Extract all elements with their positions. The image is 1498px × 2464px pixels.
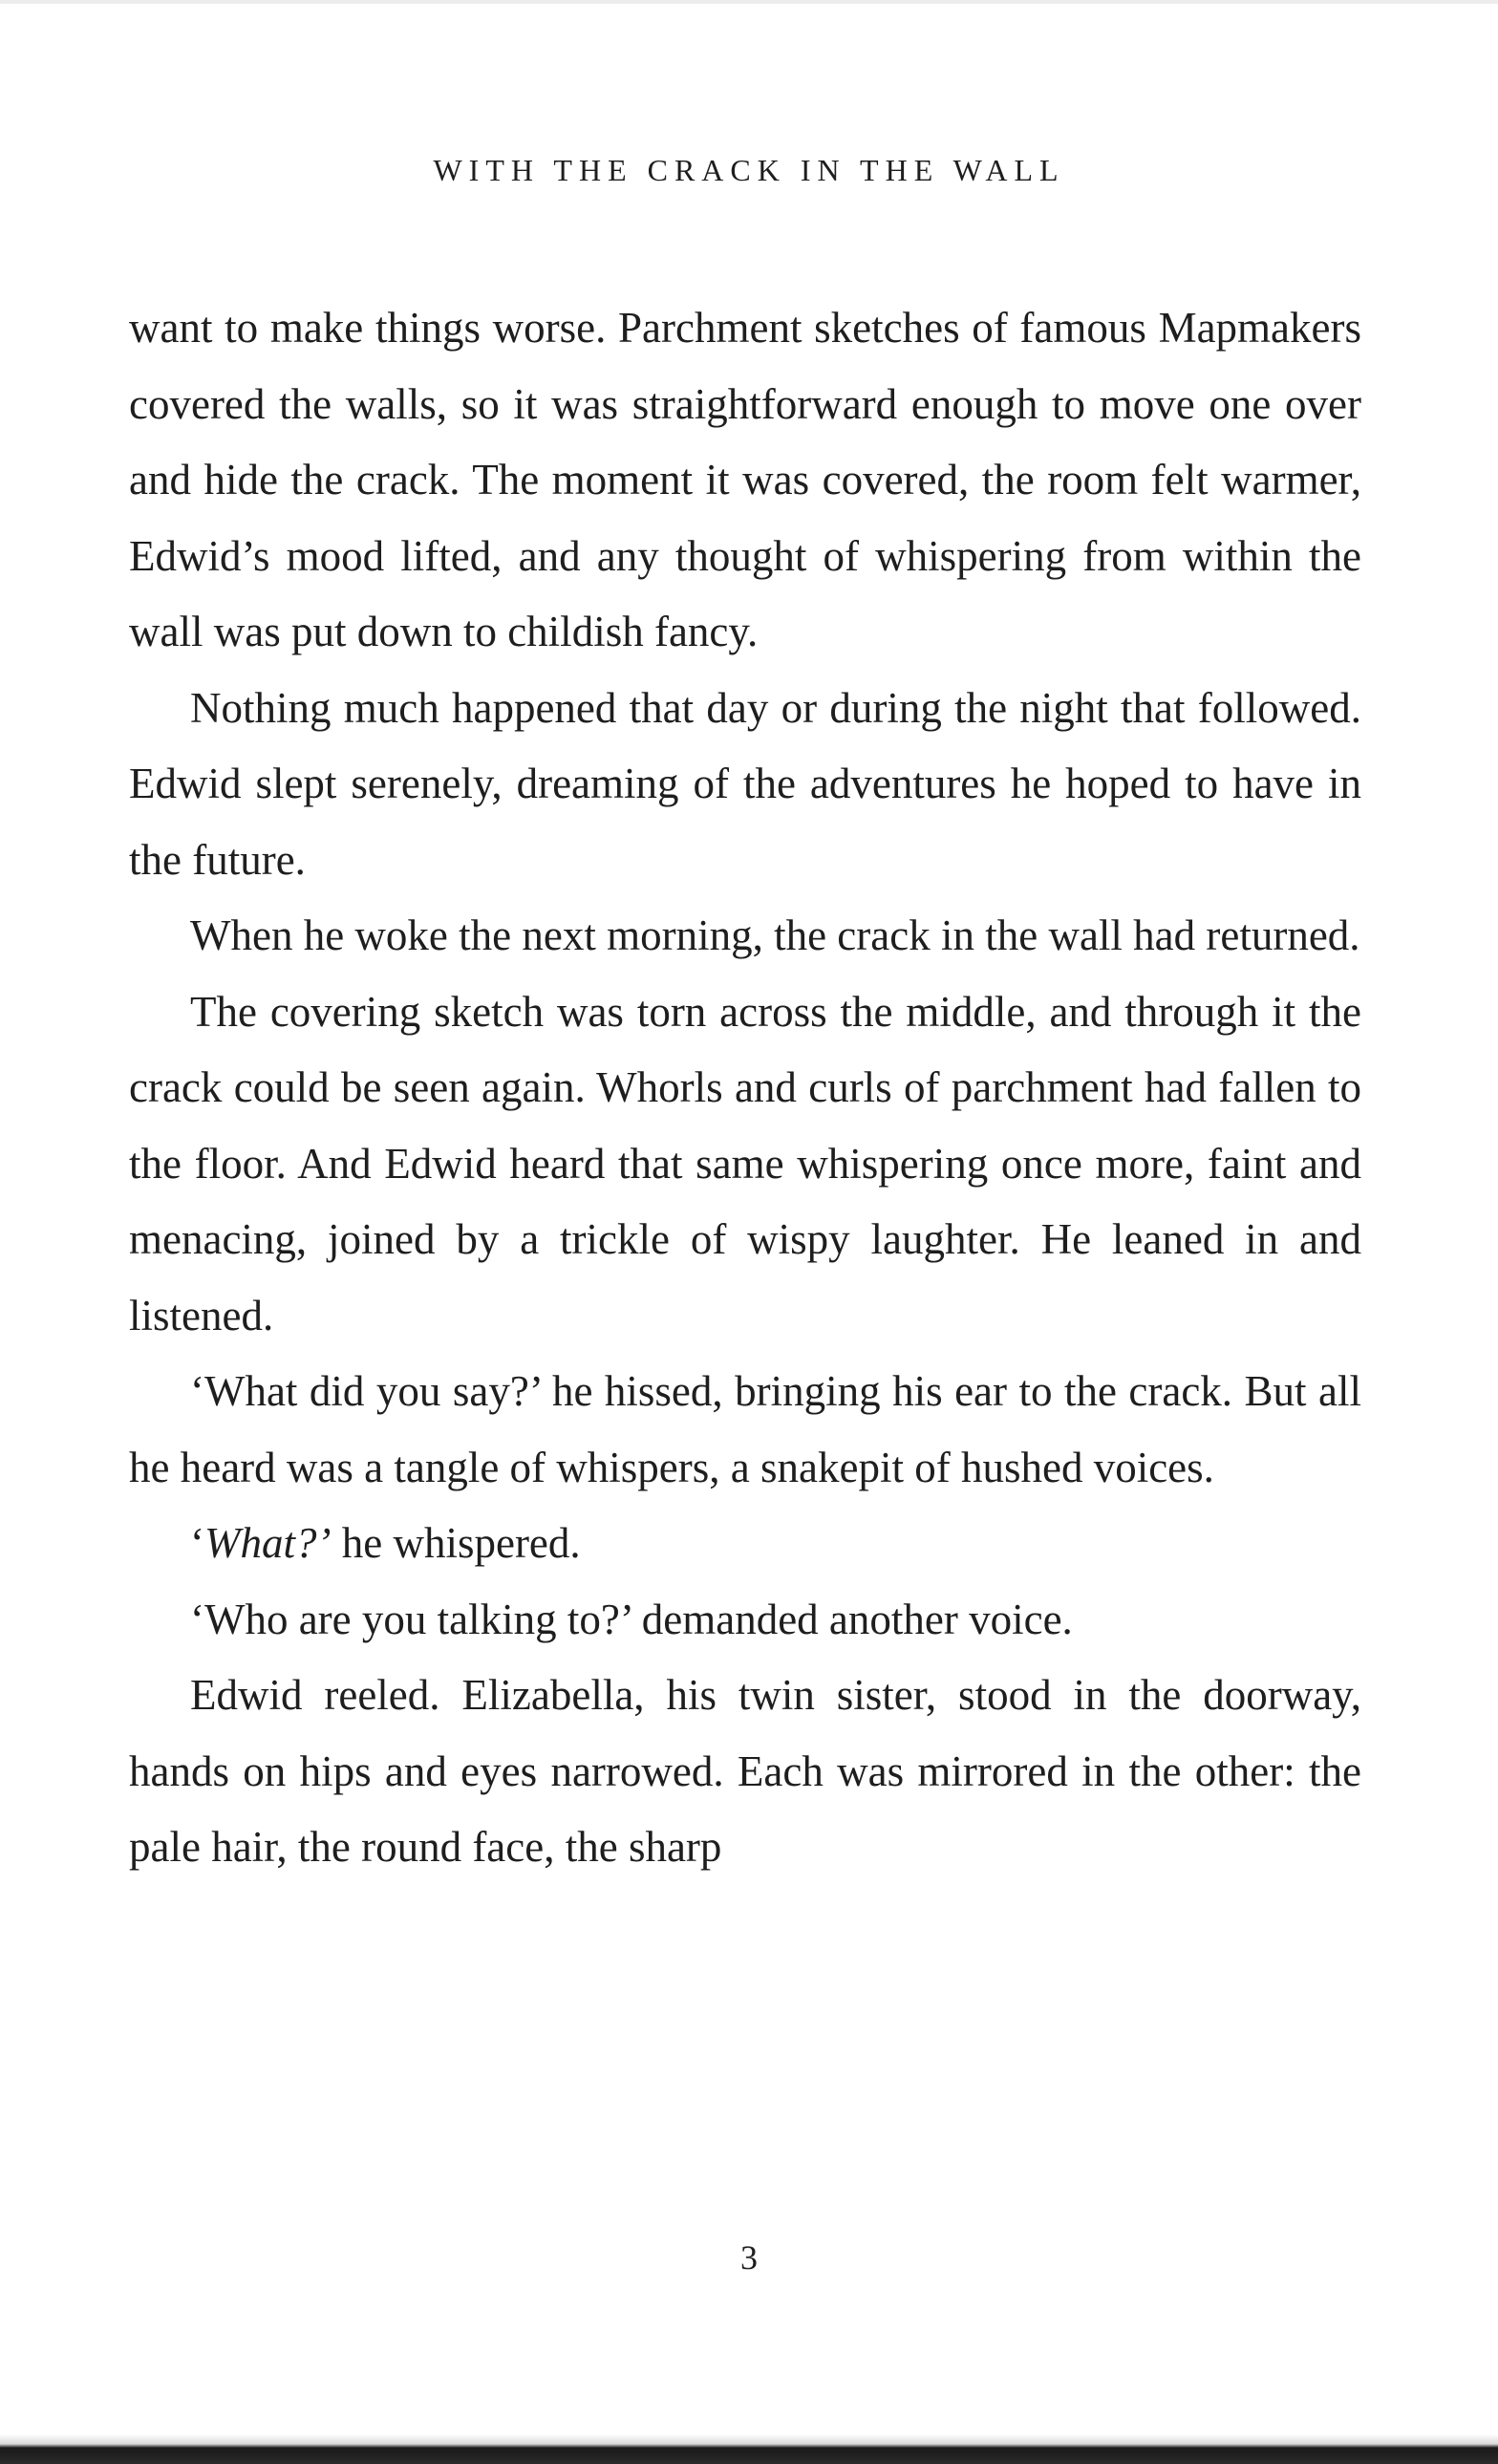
scan-bottom-edge (0, 2434, 1498, 2464)
paragraph: Nothing much happened that day or during the night that followed. Edwid slept serenely, dreaming of the adventures he hoped to have in the future. (129, 683, 1361, 884)
paragraph-rest: he whispered. (331, 1519, 581, 1567)
body-text (129, 290, 1361, 1886)
paragraph: ‘What did you say?’ he hissed, bringing his ear to the crack. But all he heard was a tangle of whispers, a snakepit of hushed voices. (129, 1367, 1361, 1491)
paragraph: When he woke the next morning, the crack in the wall had returned. (190, 911, 1360, 959)
running-head: WITH THE CRACK IN THE WALL (433, 153, 1065, 187)
italic-word: What?’ (204, 1519, 332, 1567)
page-number: 3 (740, 2239, 758, 2277)
paragraph-italic (129, 1506, 1361, 1582)
open-quote: ‘ (190, 1519, 204, 1567)
scan-top-edge (0, 0, 1498, 4)
paragraph: want to make things worse. Parchment sketches of famous Mapmakers covered the walls, so it was straightforward enough to move one over and hide the crack. The moment it was covered, the room felt warmer, Edwid’s mood lifted, and any thought of whispering from within the wall was put down to childish fancy. (129, 304, 1361, 655)
paragraph: ‘Who are you talking to?’ demanded another voice. (190, 1595, 1073, 1643)
paragraph: The covering sketch was torn across the middle, and through it the crack could be seen again. Whorls and curls of parchment had fallen to the floor. And Edwid heard that same whispering once more, faint and menacing, joined by a trickle of wispy laughter. He leaned in and listened. (129, 987, 1361, 1339)
paragraph: Edwid reeled. Elizabella, his twin sister, stood in the doorway, hands on hips and eyes narrowed. Each was mirrored in the other: the pale hair, the round face, the sharp (129, 1671, 1361, 1871)
